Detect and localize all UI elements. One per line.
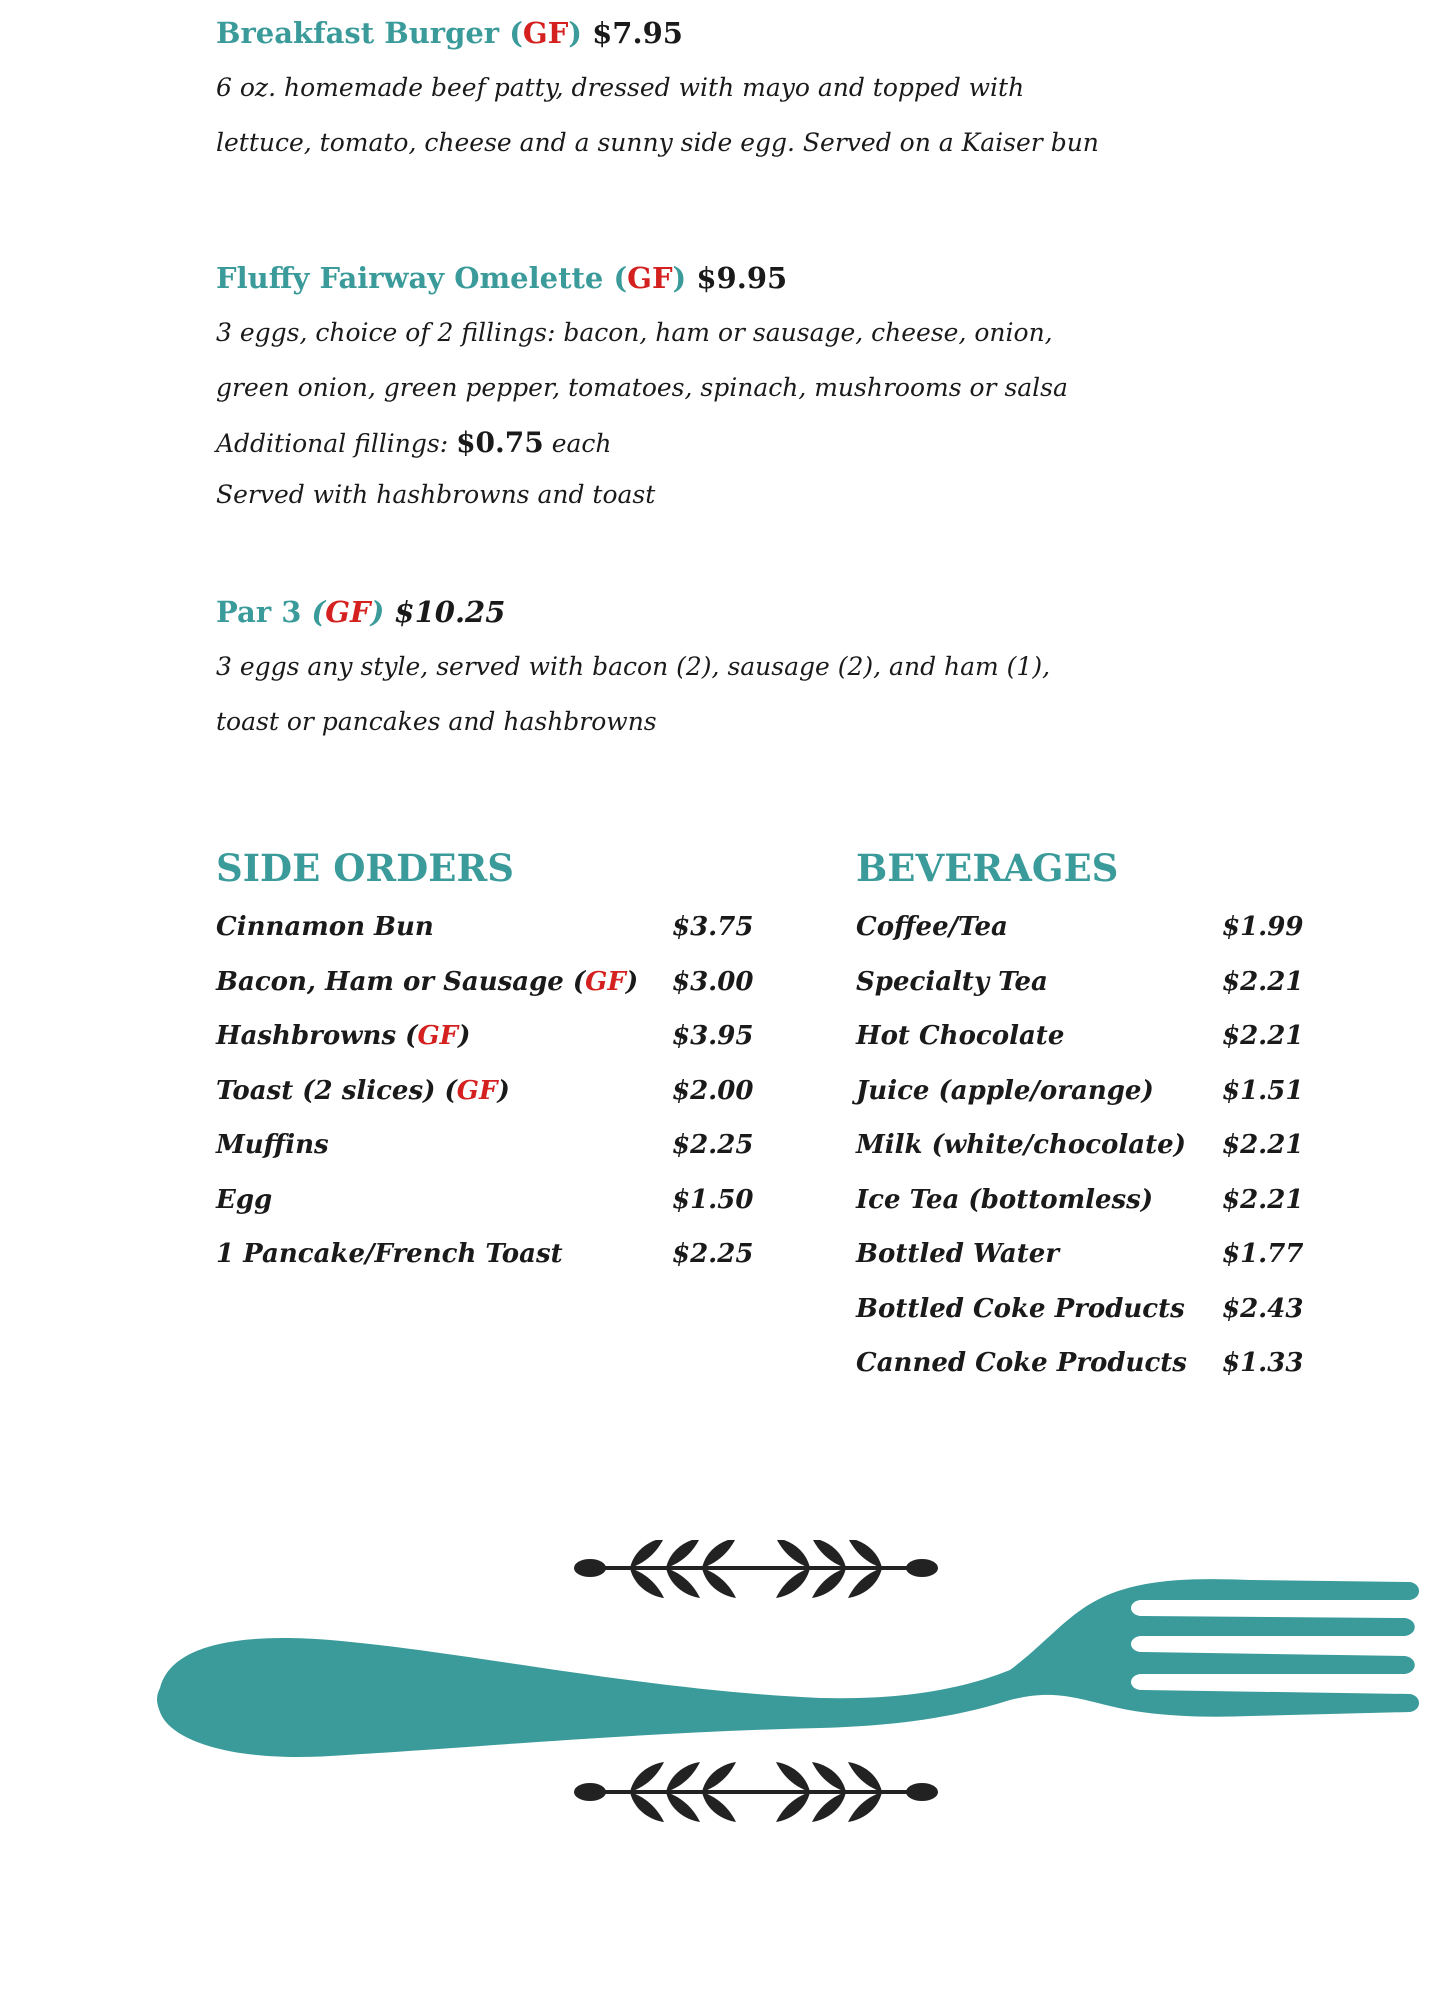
- item-name-wrap: Toast (2 slices) (GF): [216, 1075, 510, 1106]
- item-description-line: green onion, green pepper, tomatoes, spinach, mushrooms or salsa: [216, 373, 1068, 402]
- item-price: $1.51: [1222, 1075, 1304, 1106]
- leaf-sprig-icon: [574, 1762, 938, 1822]
- item-name: Fluffy Fairway Omelette: [216, 261, 604, 295]
- item-title: Breakfast Burger (GF) $7.95: [216, 16, 683, 50]
- item-name-wrap: Hashbrowns (GF): [216, 1021, 471, 1051]
- list-item: [216, 1064, 754, 1119]
- spoon-fork-icon: [157, 1579, 1419, 1757]
- beverages-list: [856, 900, 1304, 1391]
- item-name-wrap: Bacon, Ham or Sausage (GF): [216, 966, 639, 997]
- list-item: [216, 1227, 754, 1282]
- side-orders-section: [216, 840, 754, 1282]
- item-price: $3.75: [672, 912, 754, 942]
- item-name: Milk (white/chocolate): [856, 1130, 1186, 1160]
- item-price: $1.99: [1222, 912, 1304, 942]
- decorative-artwork: [0, 1540, 1437, 1840]
- item-name: Canned Coke Products: [856, 1348, 1187, 1378]
- item-name: Ice Tea (bottomless): [856, 1184, 1154, 1215]
- side-orders-list: [216, 900, 754, 1282]
- list-item: [216, 900, 754, 955]
- list-item: [856, 1173, 1304, 1228]
- list-item: [216, 1009, 754, 1064]
- item-price: $10.25: [394, 595, 506, 629]
- additional-price: $0.75: [456, 426, 544, 459]
- item-price: $1.77: [1222, 1239, 1304, 1269]
- item-title: Par 3 (GF) $10.25: [216, 595, 506, 629]
- item-name: Bottled Water: [856, 1239, 1060, 1269]
- item-price: $2.25: [672, 1239, 754, 1269]
- additional-fillings: [216, 415, 1068, 471]
- served-with: Served with hashbrowns and toast: [216, 480, 656, 509]
- list-item: [856, 1282, 1304, 1337]
- list-item: [856, 955, 1304, 1010]
- item-description-line: toast or pancakes and hashbrowns: [216, 707, 657, 736]
- item-price: $3.00: [672, 966, 754, 997]
- gf-badge: GF: [585, 966, 626, 997]
- additional-label: Additional fillings:: [216, 429, 449, 458]
- item-name: Juice (apple/orange): [856, 1075, 1154, 1106]
- item-name: Coffee/Tea: [856, 912, 1008, 942]
- item-description-line: 3 eggs any style, served with bacon (2), sausage (2), and ham (1),: [216, 652, 1051, 681]
- list-item: [216, 1118, 754, 1173]
- list-item: [856, 1064, 1304, 1119]
- item-price: $2.00: [672, 1075, 754, 1106]
- gf-badge: GF: [325, 595, 371, 629]
- item-name: Breakfast Burger: [216, 16, 500, 50]
- item-title: Fluffy Fairway Omelette (GF) $9.95: [216, 261, 788, 295]
- gf-badge: GF: [627, 261, 673, 295]
- list-item: [856, 900, 1304, 955]
- item-price: $2.21: [1222, 1021, 1304, 1051]
- list-item: [856, 1227, 1304, 1282]
- item-price: $1.33: [1222, 1348, 1304, 1378]
- item-description-line: 3 eggs, choice of 2 fillings: bacon, ham or sausage, cheese, onion,: [216, 318, 1053, 347]
- list-item: [856, 1009, 1304, 1064]
- item-price: $7.95: [592, 16, 683, 50]
- item-name: Hot Chocolate: [856, 1021, 1065, 1051]
- item-description-line: lettuce, tomato, cheese and a sunny side egg. Served on a Kaiser bun: [216, 128, 1099, 157]
- item-name: Cinnamon Bun: [216, 912, 434, 942]
- menu-item-omelette: [216, 259, 1068, 519]
- item-price: $3.95: [672, 1021, 754, 1051]
- gf-badge: GF: [417, 1021, 459, 1051]
- item-name: Egg: [216, 1184, 273, 1215]
- item-price: $9.95: [696, 261, 788, 295]
- list-item: [856, 1118, 1304, 1173]
- item-price: $2.21: [1222, 966, 1304, 997]
- list-item: [856, 1336, 1304, 1391]
- leaf-sprig-icon: [574, 1540, 938, 1598]
- item-price: $2.21: [1222, 1184, 1304, 1215]
- gf-badge: GF: [456, 1075, 498, 1106]
- item-price: $1.50: [672, 1184, 754, 1215]
- section-title: SIDE ORDERS: [216, 846, 514, 890]
- item-description-line: 6 oz. homemade beef patty, dressed with mayo and topped with: [216, 73, 1025, 102]
- menu-item-breakfast-burger: [216, 14, 1099, 170]
- item-price: $2.25: [672, 1130, 754, 1160]
- item-name: Par 3: [216, 595, 302, 629]
- item-name: Hashbrowns: [216, 1021, 397, 1051]
- menu-item-par-3: [216, 593, 1050, 749]
- item-name: Bottled Coke Products: [856, 1293, 1185, 1324]
- gf-badge: GF: [522, 16, 569, 50]
- list-item: [216, 955, 754, 1010]
- item-name: Bacon, Ham or Sausage: [216, 966, 564, 997]
- list-item: [216, 1173, 754, 1228]
- item-name: Muffins: [216, 1130, 329, 1160]
- item-name: Toast (2 slices): [216, 1075, 436, 1106]
- additional-suffix: each: [551, 429, 612, 458]
- item-name: 1 Pancake/French Toast: [216, 1239, 563, 1269]
- item-price: $2.43: [1222, 1293, 1304, 1324]
- item-price: $2.21: [1222, 1130, 1304, 1160]
- beverages-section: [856, 840, 1304, 1391]
- item-name: Specialty Tea: [856, 966, 1048, 997]
- section-title: BEVERAGES: [856, 846, 1119, 890]
